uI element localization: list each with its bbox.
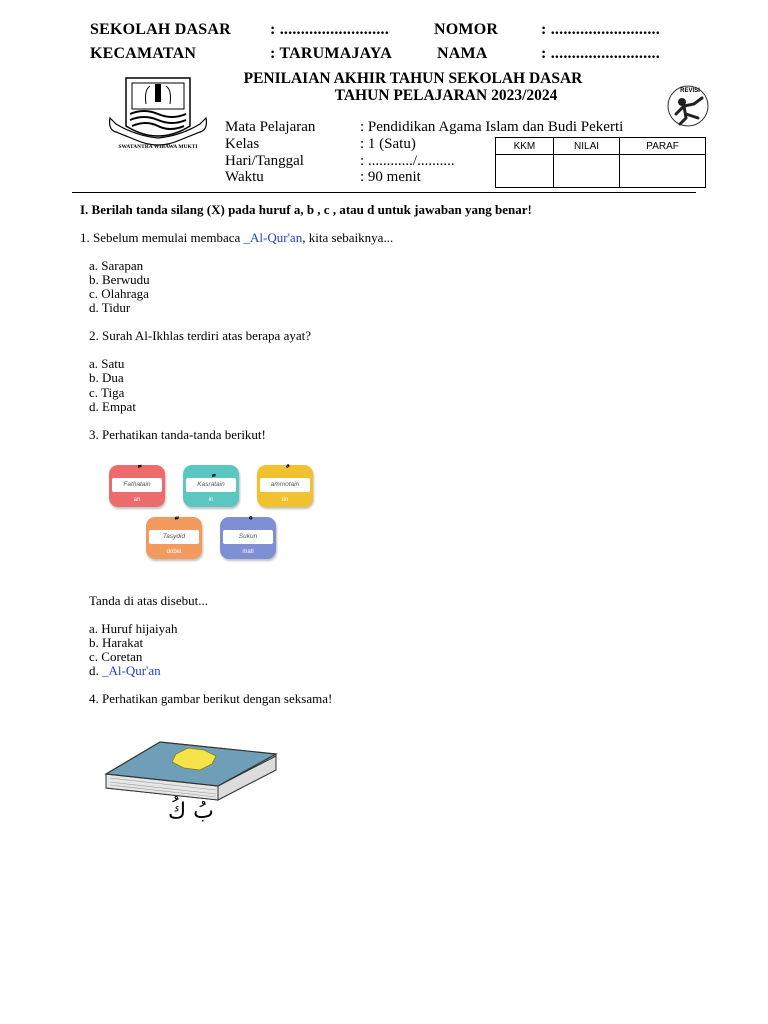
- score-header-nilai: NILAI: [553, 138, 619, 155]
- tile-sub: an: [133, 497, 141, 503]
- school-label: SEKOLAH DASAR: [90, 21, 231, 38]
- q1-option-d: d. Tidur: [89, 300, 131, 315]
- kecamatan-label: KECAMATAN: [90, 45, 197, 62]
- info-label-date: Hari/Tanggal: [225, 153, 304, 169]
- q1-text-after: , kita sebaiknya...: [302, 230, 394, 245]
- harakat-tile-dammatain: [257, 465, 313, 507]
- question-3: 3. Perhatikan tanda-tanda berikut!: [89, 427, 266, 442]
- info-value-date: : ............/..........: [360, 153, 455, 169]
- tile-sub: in: [208, 497, 214, 503]
- tile-label: Sukun: [223, 530, 273, 544]
- school-value: : ..........................: [270, 21, 389, 38]
- score-cell-nilai[interactable]: [553, 155, 619, 188]
- q3-option-d-link[interactable]: _Al-Qur'an: [102, 663, 161, 678]
- question-4: 4. Perhatikan gambar berikut dengan seksama!: [89, 691, 333, 706]
- harakat-tile-tasydid: [146, 517, 202, 559]
- harakat-tile-kasratain: [183, 465, 239, 507]
- q2-option-d: d. Empat: [89, 399, 136, 414]
- title-line1: PENILAIAN AKHIR TAHUN SEKOLAH DASAR: [243, 70, 583, 87]
- tile-label: Tasydid: [149, 530, 199, 544]
- q1-option-c: c. Olahraga: [89, 286, 149, 301]
- question-1: [80, 230, 393, 246]
- info-label-subject: Mata Pelajaran: [225, 119, 316, 135]
- score-header-kkm: KKM: [496, 138, 554, 155]
- tile-mark: [183, 465, 239, 478]
- info-value-subject: : Pendidikan Agama Islam dan Budi Pekerti: [360, 119, 624, 135]
- kecamatan-value: : TARUMAJAYA: [270, 45, 392, 62]
- score-cell-paraf[interactable]: [620, 155, 706, 188]
- tile-sub: mati: [242, 549, 254, 555]
- harakat-tile-fathatain: [109, 465, 165, 507]
- score-header-paraf: PARAF: [620, 138, 706, 155]
- q3-option-d: [89, 663, 161, 679]
- tile-label: Kasratain: [186, 478, 236, 492]
- q1-option-b: b. Berwudu: [89, 272, 150, 287]
- regency-logo: [106, 74, 210, 162]
- nama-value: : ..........................: [541, 45, 660, 62]
- revisi-badge-icon: [664, 84, 712, 128]
- harakat-tile-sukun: [220, 517, 276, 559]
- q3-question: Tanda di atas disebut...: [89, 593, 208, 608]
- tile-sub: dobel: [166, 549, 182, 555]
- q3-option-a: a. Huruf hijaiyah: [89, 621, 178, 636]
- nomor-label: NOMOR: [434, 21, 499, 38]
- quran-book-icon: [100, 734, 280, 802]
- nomor-value: : ..........................: [541, 21, 660, 38]
- q2-option-c: c. Tiga: [89, 385, 125, 400]
- q1-link[interactable]: _Al-Qur'an: [243, 230, 303, 245]
- nama-label: NAMA: [437, 45, 488, 62]
- instruction: I. Berilah tanda silang (X) pada huruf a, b , c , atau d untuk jawaban yang benar!: [80, 202, 532, 217]
- info-value-time: : 90 menit: [360, 169, 421, 185]
- tile-mark: [109, 465, 165, 478]
- info-value-class: : 1 (Satu): [360, 136, 416, 152]
- badge-text: REVISI: [680, 88, 700, 94]
- arabic-word: بُ كُ: [168, 799, 214, 824]
- tile-sub: un: [281, 497, 289, 503]
- q3-option-b: b. Harakat: [89, 635, 144, 650]
- q2-option-a: a. Satu: [89, 356, 125, 371]
- score-table: [495, 137, 706, 188]
- q1-option-a: a. Sarapan: [89, 258, 144, 273]
- logo-motto: SWATANTRA WIBAWA MUKTI: [118, 144, 198, 150]
- header-divider: [72, 192, 696, 193]
- tile-mark: [257, 465, 313, 478]
- q3-option-d-prefix: d.: [89, 663, 102, 678]
- title-line2: TAHUN PELAJARAN 2023/2024: [334, 87, 558, 104]
- score-cell-kkm[interactable]: [496, 155, 554, 188]
- tile-label: ammotain: [260, 478, 310, 492]
- q1-text: 1. Sebelum memulai membaca: [80, 230, 244, 245]
- tile-label: Fatḥatain: [112, 478, 162, 492]
- info-label-class: Kelas: [225, 136, 260, 152]
- q2-option-b: b. Dua: [89, 370, 124, 385]
- info-label-time: Waktu: [225, 169, 264, 185]
- question-2: 2. Surah Al-Ikhlas terdiri atas berapa ayat?: [89, 328, 311, 343]
- tile-mark: [220, 517, 276, 530]
- tile-mark: [146, 517, 202, 530]
- q3-option-c: c. Coretan: [89, 649, 143, 664]
